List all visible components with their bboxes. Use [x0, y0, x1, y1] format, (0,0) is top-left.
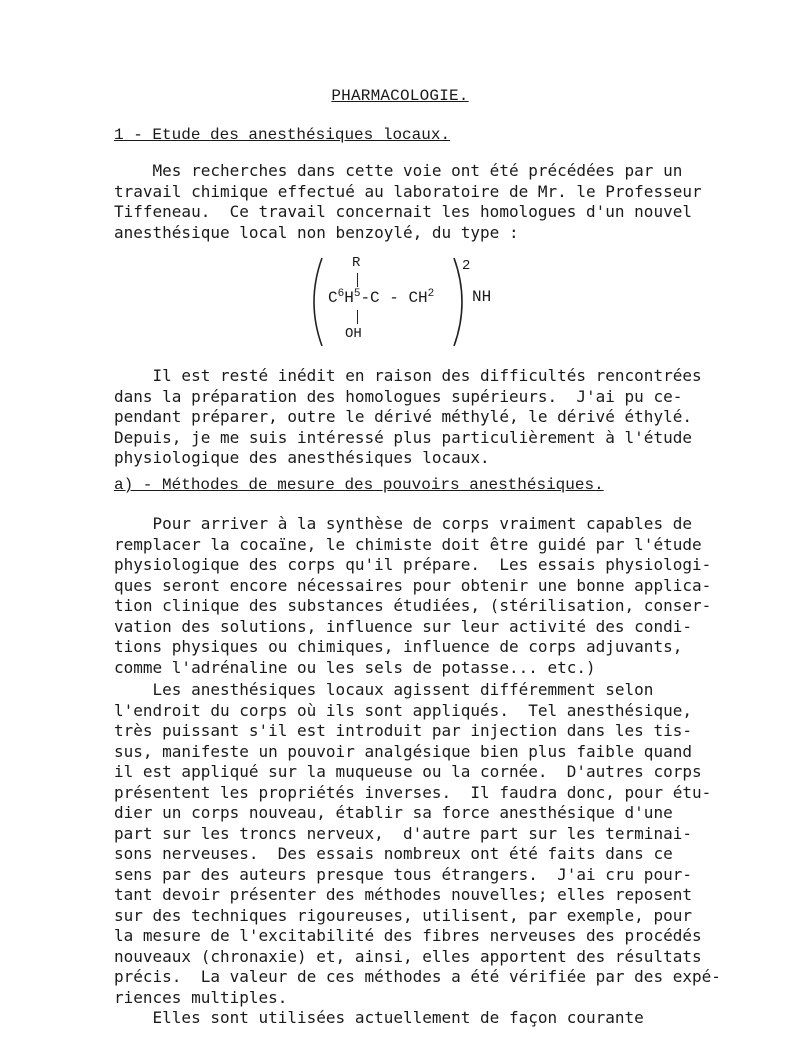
section-1-heading: 1 - Etude des anesthésiques locaux. [114, 126, 451, 144]
intro-line: anesthésique local non benzoylé, du type : [114, 222, 519, 242]
para2-line: sons nerveuses. Des essais nombreux ont été faits dans ce [114, 844, 673, 863]
formula-c6-sup: 6 [337, 288, 345, 300]
formula-ch2-sup: 2 [427, 288, 435, 300]
chemical-formula [308, 252, 508, 352]
formula-nh: NH [472, 288, 492, 306]
after-line: pendant préparer, outre le dérivé méthylé, le dérivé éthylé. [114, 407, 692, 426]
formula-oh-label: OH [345, 326, 362, 342]
para1-line: tion clinique des substances étudiées, (stérilisation, conser- [114, 596, 712, 615]
para2-line: très puissant s'il est introduit par injection dans les tis- [114, 721, 692, 740]
intro-line: Tiffeneau. Ce travail concernait les homologues d'un nouvel [114, 202, 692, 221]
para1-line: tions physiques ou chimiques, influence de corps adjuvants, [114, 637, 683, 656]
page-title: PHARMACOLOGIE. [331, 87, 469, 105]
para2-line: l'endroit du corps où ils sont appliqués. Tel anesthésique, [114, 700, 692, 720]
after-formula-paragraph [114, 366, 774, 469]
formula-middle: -C - CH [360, 289, 428, 307]
para1-line: vation des solutions, influence sur leur activité des condi- [114, 616, 692, 636]
para2-line: la mesure de l'excitabilité des fibres nerveuses des procédés [114, 926, 702, 945]
formula-upper-bond [357, 273, 358, 287]
formula-h5-sup: 5 [353, 288, 361, 300]
para2-line: sus, manifeste un pouvoir analgésique bien plus faible quand [114, 741, 692, 761]
para2-line: riences multiples. [114, 987, 288, 1007]
formula-exponent: 2 [462, 258, 471, 274]
after-line: physiologique des anesthésiques locaux. [114, 448, 490, 467]
para2-line: sur des techniques rigoureuses, utilisent, par exemple, pour [114, 905, 692, 925]
after-line: dans la préparation des homologues supérieurs. J'ai pu ce- [114, 386, 683, 406]
formula-h5: H [344, 289, 354, 307]
para2-line: tant devoir présenter des méthodes nouvelles; elles reposent [114, 885, 692, 904]
section-a-heading: a) - Méthodes de mesure des pouvoirs anesthésiques. [114, 476, 604, 494]
para2-line: Les anesthésiques locaux agissent différemment selon [114, 680, 654, 699]
para2-line: il est appliqué sur la muqueuse ou la cornée. D'autres corps [114, 762, 702, 781]
para1-line: remplacer la cocaïne, le chimiste doit être guidé par l'étude [114, 534, 702, 554]
para2-line: part sur les troncs nerveux, d'autre part sur les terminai- [114, 823, 692, 843]
formula-main-chain [328, 288, 434, 307]
intro-line: travail chimique effectué au laboratoire de Mr. le Professeur [114, 181, 702, 201]
para2-line: dier un corps nouveau, établir sa force anesthésique d'une [114, 803, 673, 822]
para1-line: comme l'adrénaline ou les sels de potasse... etc.) [114, 657, 596, 677]
para1-line: Pour arriver à la synthèse de corps vraiment capables de [114, 514, 692, 533]
para2-line: sens par des auteurs presque tous étrangers. J'ai cru pour- [114, 864, 692, 884]
para1-line: ques seront encore nécessaires pour obtenir une bonne applica- [114, 575, 712, 595]
intro-paragraph [114, 161, 774, 243]
methods-paragraph-2 [114, 680, 774, 1029]
para2-line: précis. La valeur de ces méthodes a été vérifiée par des expé- [114, 967, 721, 986]
intro-line: Mes recherches dans cette voie ont été précédées par un [114, 161, 683, 180]
para2-line: nouveaux (chronaxie) et, ainsi, elles apportent des résultats [114, 946, 702, 966]
methods-paragraph-1 [114, 514, 774, 678]
formula-c6: C [328, 289, 338, 307]
para2-line: présentent les propriétés inverses. Il faudra donc, pour étu- [114, 782, 712, 802]
formula-r-label: R [352, 255, 361, 271]
formula-lower-bond [357, 310, 358, 324]
after-line: Depuis, je me suis intéressé plus particulièrement à l'étude [114, 427, 692, 447]
para2-line: Elles sont utilisées actuellement de façon courante [114, 1008, 644, 1027]
after-line: Il est resté inédit en raison des difficultés rencontrées [114, 366, 702, 385]
para1-line: physiologique des corps qu'il prépare. Les essais physiologi- [114, 555, 712, 574]
